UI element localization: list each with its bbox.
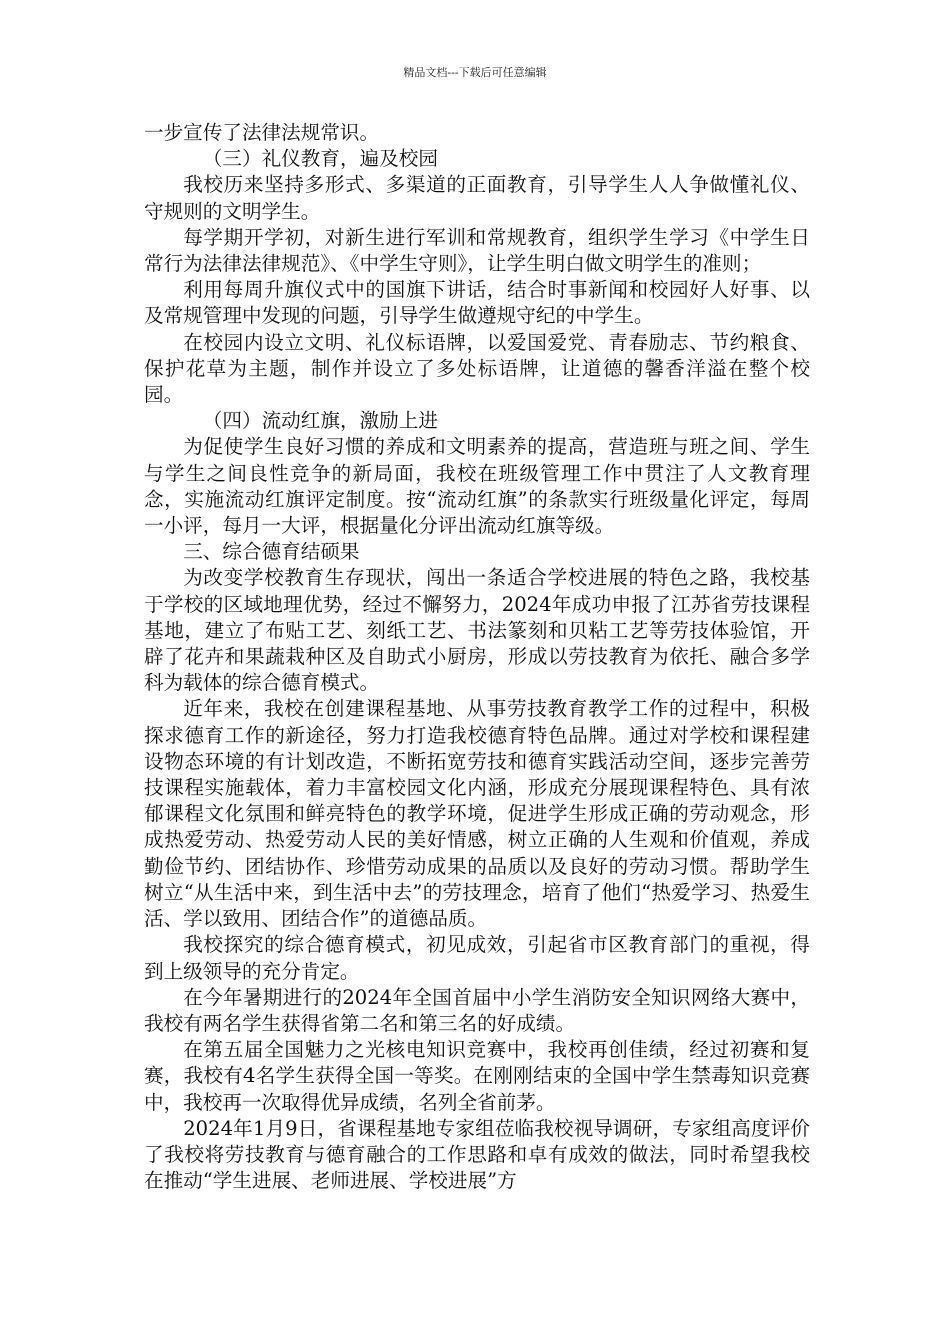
paragraph-3: 我校历来坚持多形式、多渠道的正面教育，引导学生人人争做懂礼仪、守规则的文明学生。	[144, 173, 810, 223]
paragraph-8: 为促使学生良好习惯的养成和文明素养的提高，营造班与班之间、学生与学生之间良性竞争的新局面，我校在班级管理工作中贯注了人文教育理念，实施流动红旗评定制度。按“流动红旗”的条款实行班级量化评定，每周一小评，每月一大评，根据量化分评出流动红旗等级。	[144, 435, 810, 538]
paragraph-10: 为改变学校教育生存现状，闯出一条适合学校进展的特色之路，我校基于学校的区域地理优势，经过不懈努力，2024年成功申报了江苏省劳技课程基地，建立了布贴工艺、刻纸工艺、书法篆刻和贝粘工艺等劳技体验馆，开辟了花卉和果蔬栽种区及自助式小厨房，形成以劳技教育为依托、融合多学科为载体的综合德育模式。	[144, 566, 810, 695]
paragraph-12: 我校探究的综合德育模式，初见成效，引起省市区教育部门的重视，得到上级领导的充分肯定。	[144, 933, 810, 983]
section-heading-etiquette: （三）礼仪教育，遍及校园	[202, 147, 438, 171]
document-body	[144, 120, 810, 1194]
section-heading-moral-results: 三、综合德育结硕果	[183, 540, 360, 564]
paragraph-6: 在校园内设立文明、礼仪标语牌，以爱国爱党、青春励志、节约粮食、保护花草为主题，制作并设立了多处标语牌，让道德的馨香洋溢在整个校园。	[144, 330, 810, 407]
paragraph-5: 利用每周升旗仪式中的国旗下讲话，结合时事新闻和校园好人好事、以及常规管理中发现的问题，引导学生做遵规守纪的中学生。	[144, 278, 810, 328]
paragraph-13: 在今年暑期进行的2024年全国首届中小学生消防安全知识网络大赛中，我校有两名学生获得省第二名和第三名的好成绩。	[144, 985, 810, 1035]
paragraph-14: 在第五届全国魅力之光核电知识竞赛中，我校再创佳绩，经过初赛和复赛，我校有4名学生获得全国一等奖。在刚刚结束的全国中学生禁毒知识竞赛中，我校再一次取得优异成绩，名列全省前茅。	[144, 1038, 810, 1114]
paragraph-4: 每学期开学初，对新生进行军训和常规教育，组织学生学习《中学生日常行为法律法律规范》、《中学生守则》，让学生明白做文明学生的准则；	[144, 225, 810, 276]
paragraph-1: 一步宣传了法律法规常识。	[144, 121, 380, 144]
paragraph-11: 近年来，我校在创建课程基地、从事劳技教育教学工作的过程中，积极探求德育工作的新途径，努力打造我校德育特色品牌。通过对学校和课程建设物态环境的有计划改造，不断拓宽劳技和德育实践活动空间，逐步完善劳技课程实施载体，着力丰富校园文化内涵，形成充分展现课程特色、具有浓郁课程文化氛围和鲜亮特色的教学环境，促进学生形成正确的劳动观念，形成热爱劳动、热爱劳动人民的美好情感，树立正确的人生观和价值观，养成勤俭节约、团结协作、珍惜劳动成果的品质以及良好的劳动习惯。帮助学生树立“从生活中来，到生活中去”的劳技理念，培育了他们“热爱学习、热爱生活、学以致用、团结合作”的道德品质。	[144, 697, 810, 931]
page-header: 精品文档---下载后可任意编辑	[403, 66, 547, 79]
section-heading-red-flag: （四）流动红旗，激励上进	[202, 409, 438, 433]
paragraph-15: 2024年1月9日，省课程基地专家组莅临我校视导调研，专家组高度评价了我校将劳技教育与德育融合的工作思路和卓有成效的做法，同时希望我校在推动“学生进展、老师进展、学校进展”方	[144, 1116, 810, 1193]
